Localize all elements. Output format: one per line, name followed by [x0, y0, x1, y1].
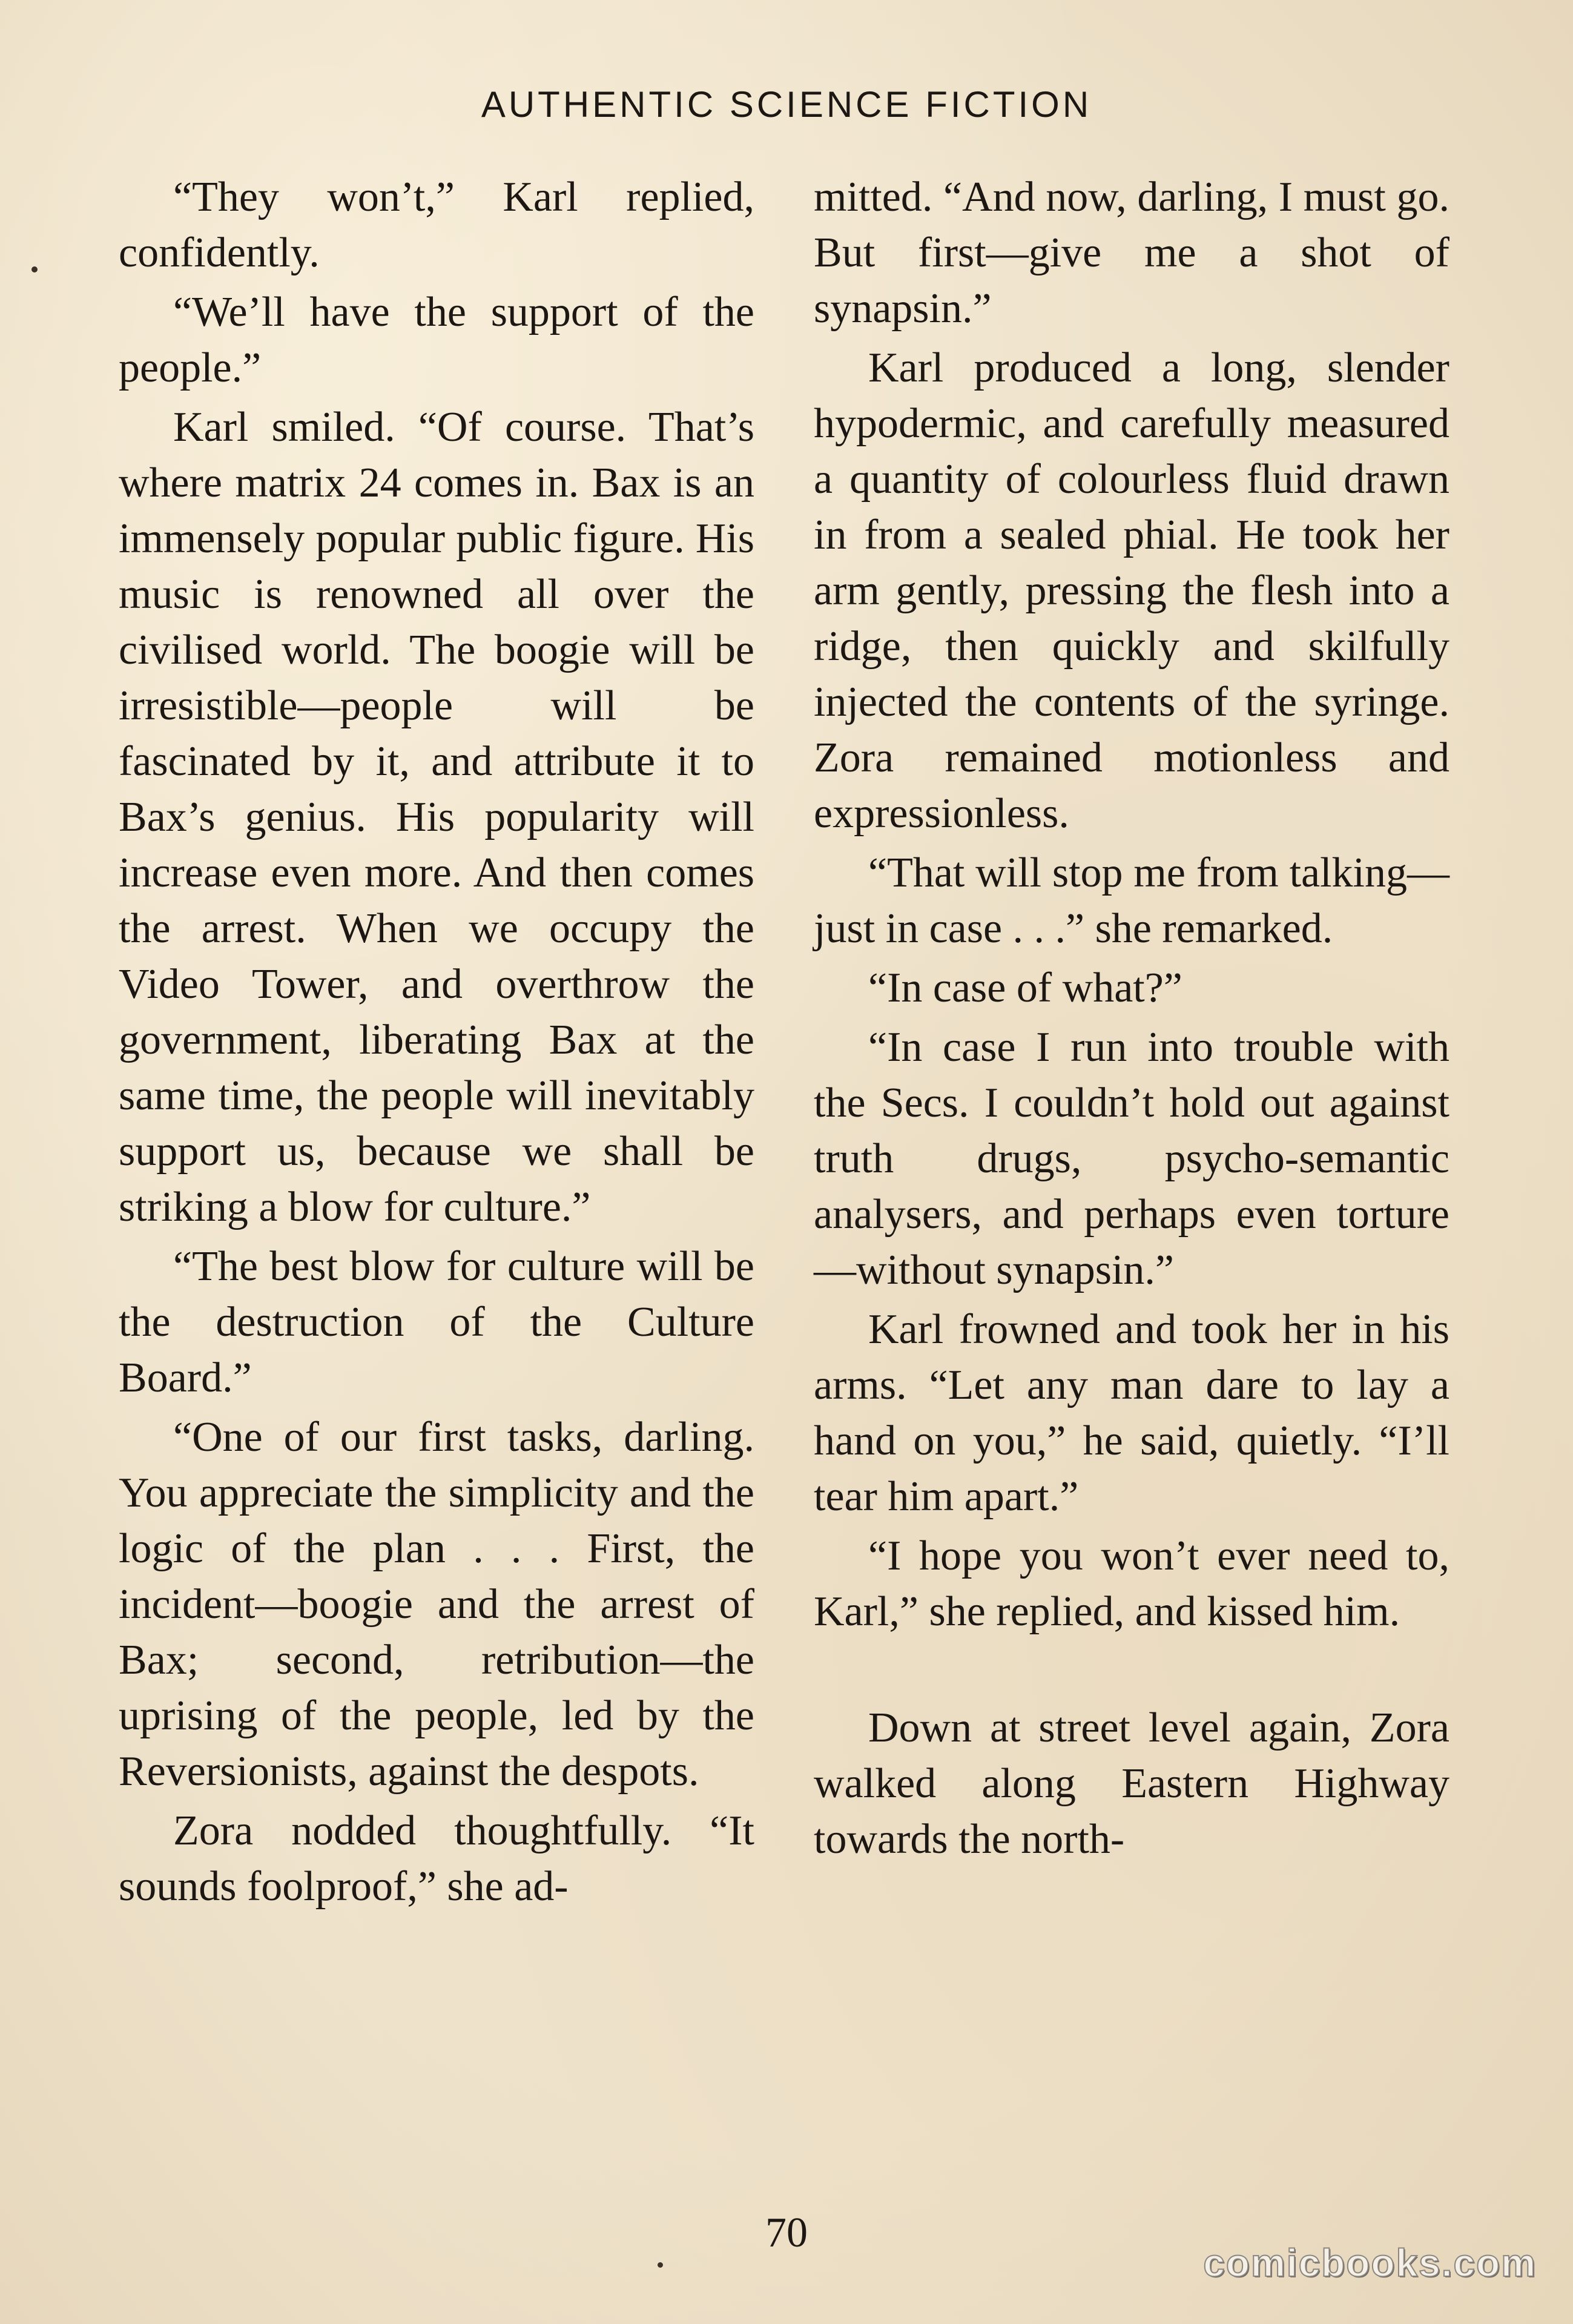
paragraph: “That will stop me from talking—just in case . . .” she remarked. — [814, 850, 1449, 952]
paragraph: “They won’t,” Karl replied, confidently. — [119, 174, 754, 276]
paragraph: Zora nodded thoughtfully. “It sounds foolproof,” she ad- — [119, 1807, 754, 1910]
watermark-logo: comicbooks.com — [1203, 2241, 1537, 2285]
paragraph: Karl frowned and took her in his arms. “Let any man dare to lay a hand on you,” he said, quietly. “I’ll tear him apart.” — [814, 1306, 1449, 1520]
paragraph: Karl smiled. “Of course. That’s where matrix 24 comes in. Bax is an immensely popular public figure. His music is renowned all over the civilised world. The boogie will be irresistible—people will be fascinated by it, and attribute it to Bax’s genius. His popularity will increase even more. And then comes the arrest. When we occupy the Video Tower, and overthrow the government, liberating Bax at the same time, the people will inevitably support us, because we shall be striking a blow for culture.” — [119, 404, 754, 1230]
paragraph: “I hope you won’t ever need to, Karl,” she replied, and kissed him. — [814, 1533, 1449, 1635]
ink-speck — [658, 2262, 663, 2268]
paragraph: “In case of what?” — [868, 965, 1182, 1011]
paragraph: Karl produced a long, slender hypodermic, and carefully measured a quantity of colourless fluid drawn in from a sealed phial. He took her arm gently, pressing the flesh into a ridge, then quickly and skilfully injected the contents of the syringe. Zora remained motionless and expressionless. — [814, 345, 1449, 837]
ink-speck — [31, 266, 38, 272]
paragraph: mitted. “And now, darling, I must go. But first—give me a shot of synapsin.” — [814, 174, 1449, 332]
paragraph: Down at street level again, Zora walked along Eastern Highway towards the north- — [814, 1705, 1449, 1863]
paragraph: “The best blow for culture will be the destruction of the Culture Board.” — [119, 1243, 754, 1401]
left-column — [119, 170, 754, 1918]
page-number: 70 — [765, 2210, 808, 2256]
paragraph: “In case I run into trouble with the Secs. I couldn’t hold out against truth drugs, psycho-semantic analysers, and perhaps even torture—without synapsin.” — [814, 1024, 1449, 1293]
paragraph: “One of our first tasks, darling. You appreciate the simplicity and the logic of the plan . . . First, the incident—boogie and the arrest of Bax; second, retribution—the uprising of the people, led by the Reversionists, against the despots. — [119, 1414, 754, 1795]
right-column — [814, 170, 1449, 1871]
paragraph: “We’ll have the support of the people.” — [119, 289, 754, 391]
running-head: AUTHENTIC SCIENCE FICTION — [481, 84, 1092, 125]
